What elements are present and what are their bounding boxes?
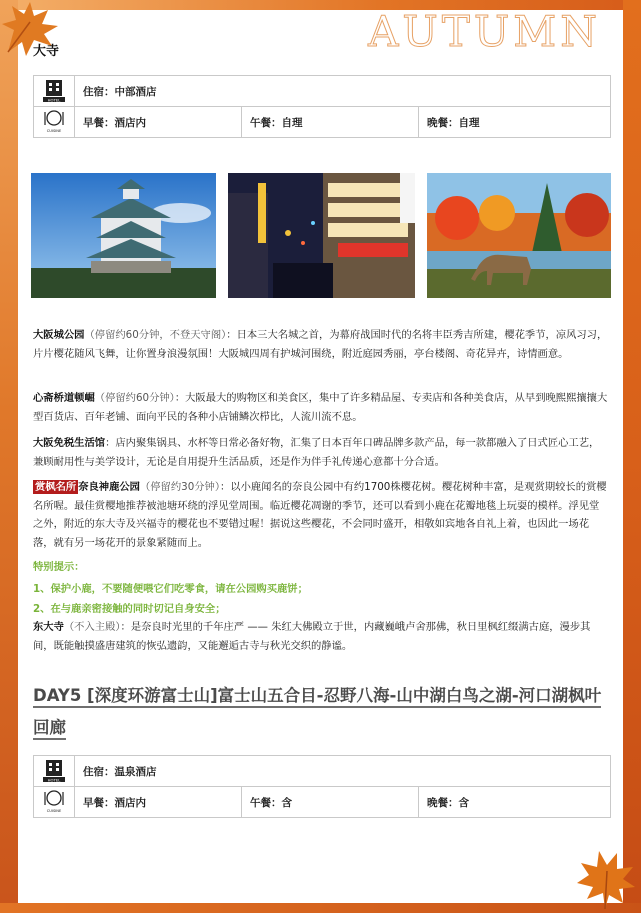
food-icon-cell: [34, 107, 75, 138]
hotel-icon-cell: [34, 76, 75, 107]
dinner-cell: [419, 107, 611, 138]
nara-deer-autumn-photo: [427, 173, 611, 298]
lunch-value: 自理: [281, 116, 303, 129]
day5-title: [33, 680, 608, 744]
paragraph-nara-park: [33, 478, 608, 552]
hotel-icon: [41, 77, 67, 103]
paragraph-osaka-castle: [33, 326, 608, 363]
svg-text:HOTEL: HOTEL: [47, 776, 61, 782]
nara-park-note: （停留约30分钟）: [139, 481, 220, 493]
breakfast-label: 早餐：: [83, 116, 115, 129]
shinsaibashi-title: 心斋桥道顿崛: [33, 392, 95, 404]
section-title: 大寺: [33, 44, 60, 59]
hotel-label: 住宿：: [83, 765, 115, 778]
duty-free-title: 大阪免税生活馆: [33, 437, 106, 449]
page-frame-bottom: [0, 903, 641, 913]
hotel-value: 温泉酒店: [114, 765, 157, 778]
hotel-cell: [75, 76, 611, 107]
tip-item-1: 1、保护小鹿，不要随便喂它们吃零食，请在公园购买鹿饼；: [33, 583, 308, 595]
meals-table-2: [33, 755, 611, 818]
autumn-watermark: AUTUMN: [368, 7, 601, 56]
osaka-castle-title: 大阪城公园: [33, 329, 85, 341]
dinner-value: 自理: [458, 116, 480, 129]
maple-leaf-icon: [573, 847, 637, 911]
tip-title: 特别提示：: [33, 561, 85, 573]
dinner-label: 晚餐：: [427, 116, 459, 129]
breakfast-label: 早餐：: [83, 796, 115, 809]
breakfast-cell: [75, 107, 242, 138]
breakfast-cell-2: [75, 787, 242, 818]
lunch-label: 午餐：: [250, 796, 282, 809]
osaka-castle-body: ：日本三大名城之首，为幕府战国时代的名将丰臣秀吉所建，樱花季节，凉风习习，片片樱花随风飞舞，让你置身浪漫氛围！大阪城四周有护城河围绕，附近庭园秀丽，亭台楼阁、奇花异卉，诗情画意。: [33, 329, 608, 360]
page-frame-right: [623, 0, 641, 913]
paragraph-todaiji: [33, 618, 608, 655]
todaiji-body: ：是奈良时光里的千年庄严 —— 朱红大佛殿立于世，内藏巍峨卢舍那佛，秋日里枫红缀满古庭，漫步其间，既能触摸盛唐建筑的恢弘遗韵，又能邂逅古寺与秋光交织的静谧。: [33, 621, 591, 652]
hotel-value: 中部酒店: [114, 85, 157, 98]
todaiji-note: （不入主殿）: [63, 621, 121, 633]
lunch-value: 含: [281, 796, 292, 809]
meals-table-1: [33, 75, 611, 138]
day5-title-line2: 回廊: [33, 718, 66, 740]
dinner-label: 晚餐：: [427, 796, 459, 809]
hotel-label: 住宿：: [83, 85, 115, 98]
hotel-cell-2: [75, 756, 611, 787]
lunch-cell-2: [242, 787, 419, 818]
svg-text:HOTEL: HOTEL: [47, 96, 61, 102]
hotel-icon-cell-2: [34, 756, 75, 787]
day5-title-line1: DAY5 [深度环游富士山]富士山五合目-忍野八海-山中湖白鸟之湖-河口湖枫叶: [33, 686, 601, 708]
dining-icon: [41, 788, 67, 814]
lunch-cell: [242, 107, 419, 138]
nara-park-body: ：以小鹿闻名的奈良公园中有约1700株樱花树。樱花树种丰富，是观赏期较长的赏樱名所喔。最佳赏樱地推荐被池塘环绕的浮见堂周围。临近樱花凋谢的季节，还可以看到小鹿在花瓣地毯上玩耍的模样。浮见堂之外，附近的东大寺及兴福寺的樱花也不要错过喔！据说这些樱花，不会同时盛开，相敬如宾地各自礼上着，也因此一场花落，就有另一场花开的景象紧随而上。: [33, 481, 607, 549]
osaka-castle-note: （停留约60分钟，不登天守阁）: [84, 329, 227, 341]
page-frame-left: [0, 0, 18, 913]
food-icon-cell-2: [34, 787, 75, 818]
duty-free-body: ：店内聚集锅具、水杯等日常必备好物，汇集了日本百年口碑品牌多款产品，每一款都融入了日式匠心工艺，兼顾耐用性与美学设计，无论是自用提升生活品质，还是作为伴手礼传递心意都十分合适。: [33, 437, 600, 468]
todaiji-title: 东大寺: [33, 621, 64, 633]
lunch-label: 午餐：: [250, 116, 282, 129]
osaka-castle-photo: [31, 173, 216, 298]
dinner-cell-2: [419, 787, 611, 818]
hotel-icon: [41, 757, 67, 783]
paragraph-duty-free: [33, 434, 608, 471]
breakfast-value: 酒店内: [114, 116, 146, 129]
nara-park-title: 奈良神鹿公园: [78, 481, 140, 493]
dotonbori-night-photo: [228, 173, 415, 298]
dining-icon: [41, 108, 67, 134]
tip-item-2: 2、在与鹿亲密接触的同时切记自身安全；: [33, 603, 226, 615]
paragraph-shinsaibashi: [33, 389, 608, 426]
dinner-value: 含: [458, 796, 469, 809]
autumn-spot-badge: 赏枫名所: [35, 481, 77, 493]
shinsaibashi-body: ：大阪最大的购物区和美食区，集中了许多精品屋、专卖店和各种美食店，从早到晚熙熙攘攘大型百货店、百年老铺、面向平民的各种小店铺鳞次栉比，人流川流不息。: [33, 392, 608, 423]
svg-text:CUISINE: CUISINE: [46, 128, 62, 133]
breakfast-value: 酒店内: [114, 796, 146, 809]
svg-text:CUISINE: CUISINE: [46, 808, 62, 813]
shinsaibashi-note: （停留约60分钟）: [94, 392, 175, 404]
